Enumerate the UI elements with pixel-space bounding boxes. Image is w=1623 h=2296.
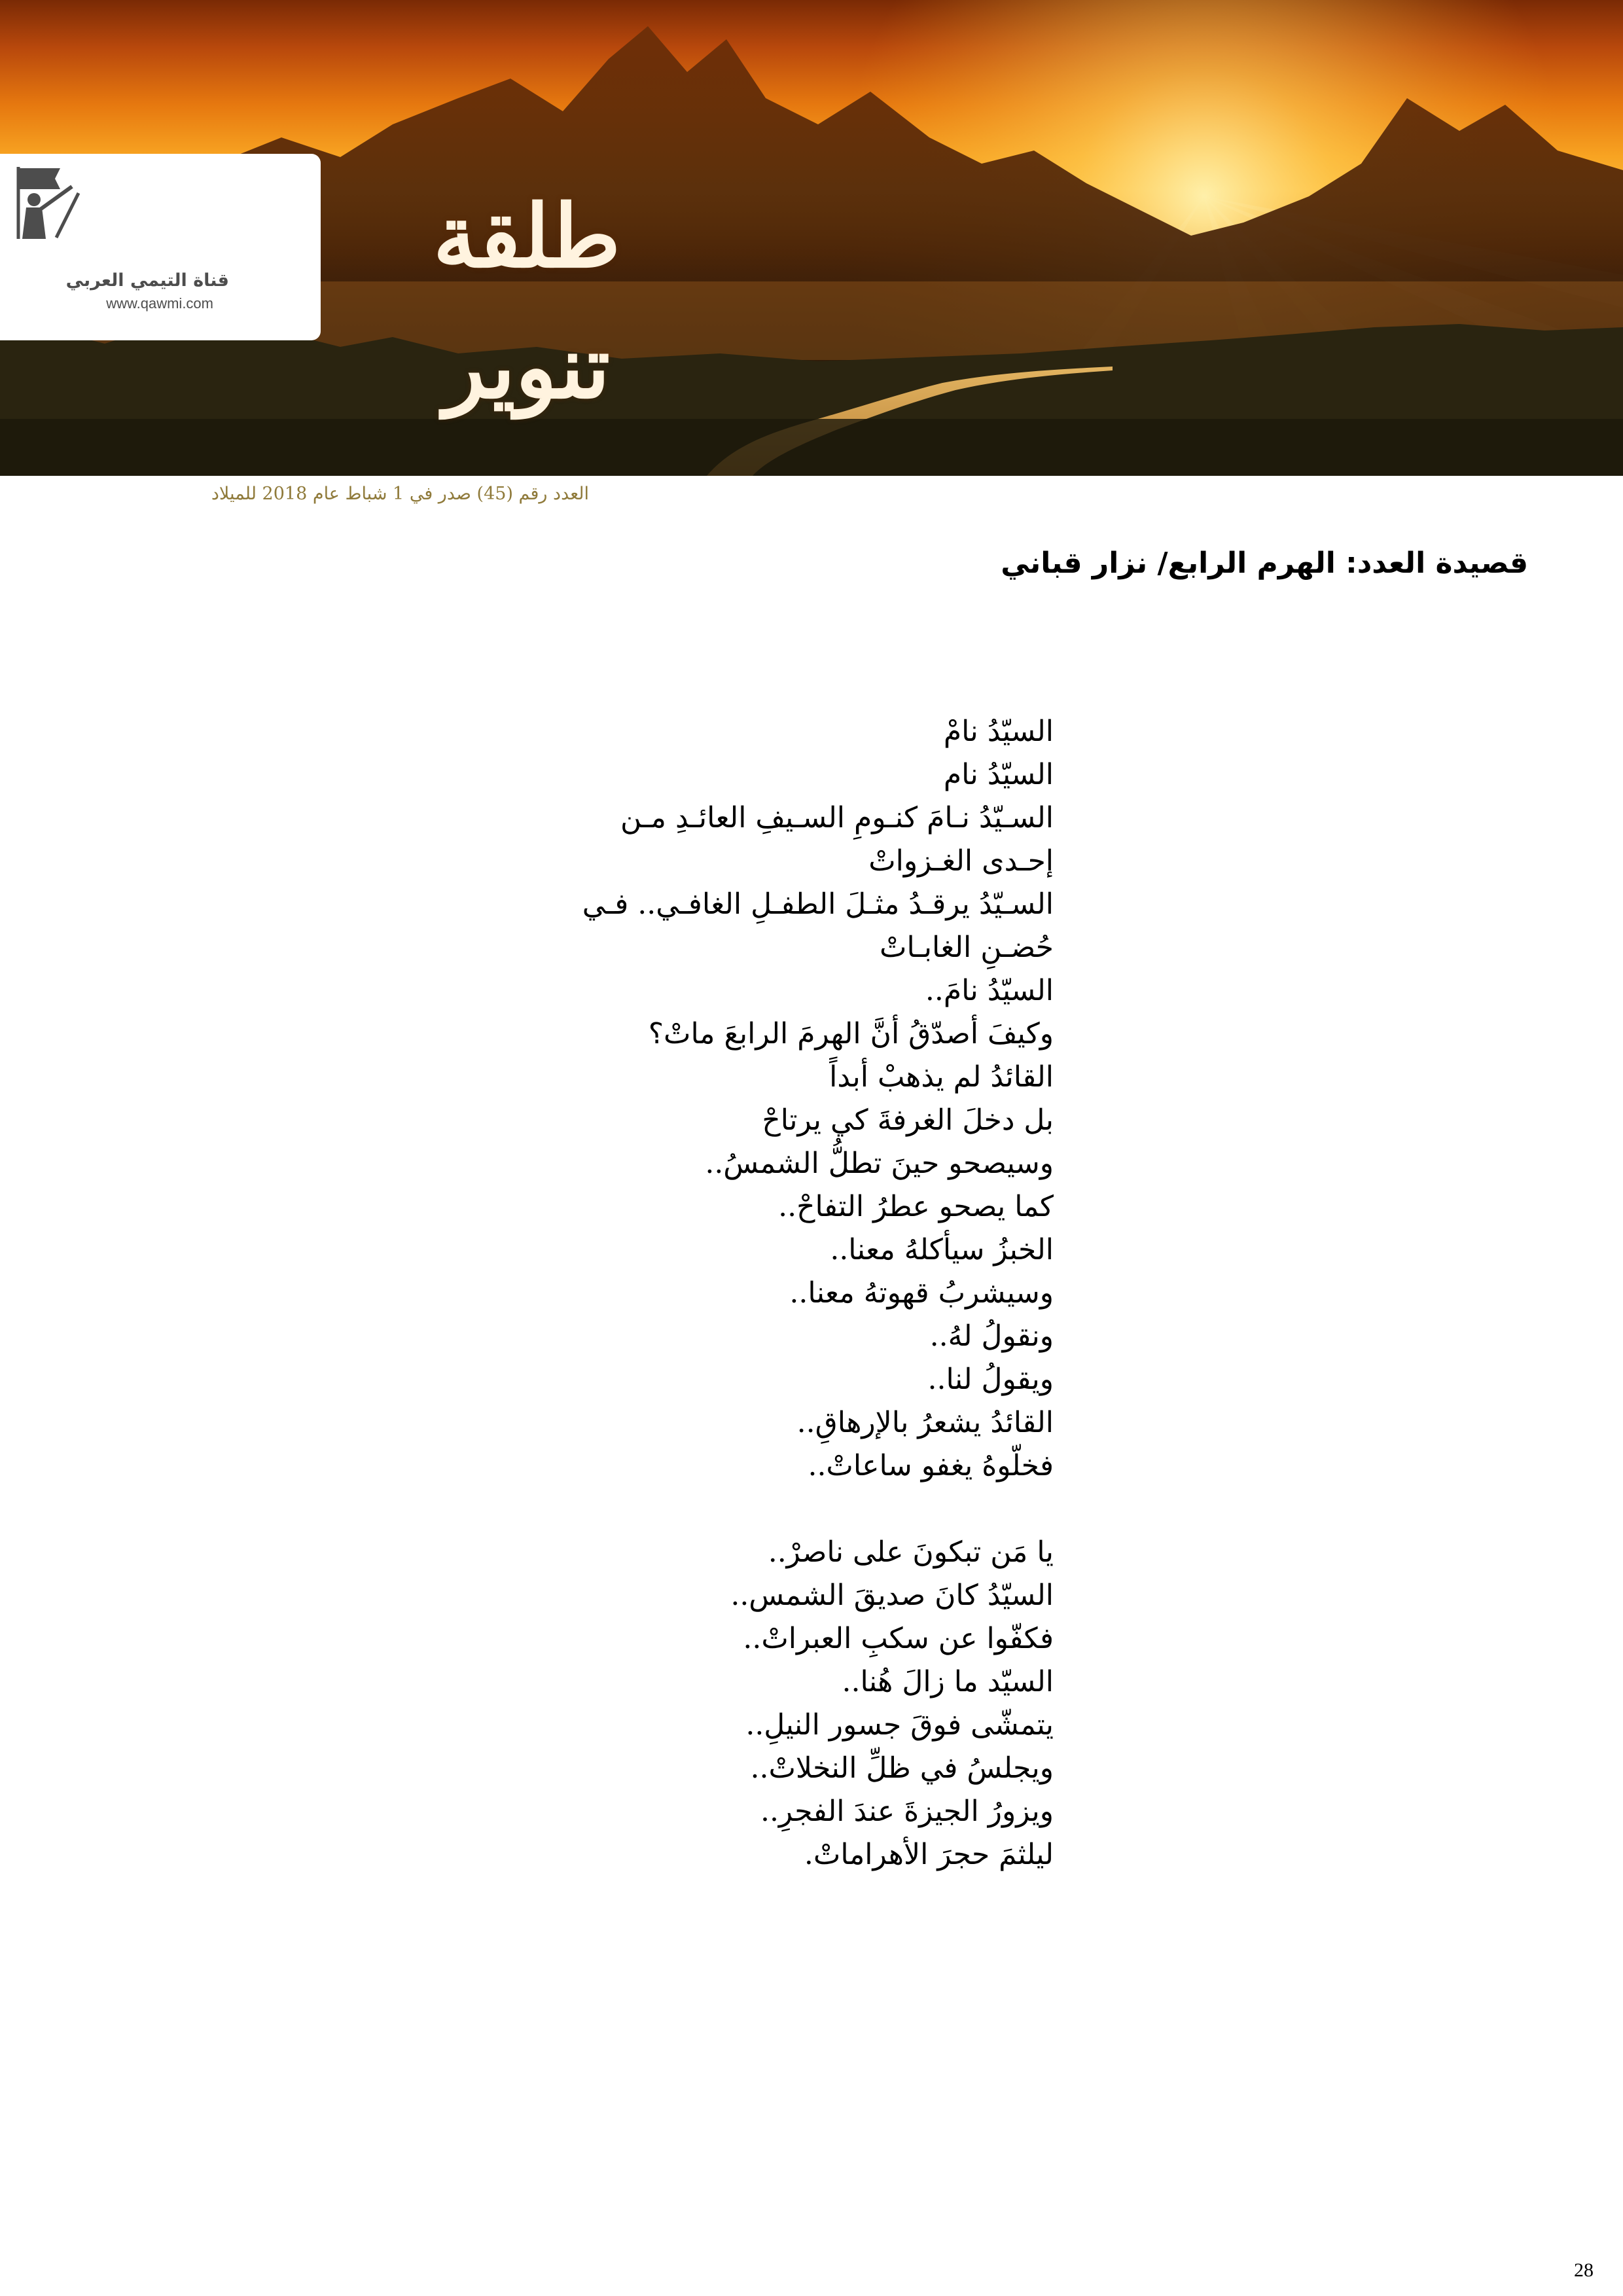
poem-line: السيّدُ نامَ..: [925, 974, 1054, 1007]
page-number: 28: [1574, 2259, 1594, 2281]
poem-line: فكفّوا عن سكبِ العبراتْ..: [743, 1622, 1054, 1655]
poem-line: ونقولُ لهُ..: [929, 1319, 1054, 1353]
poem-line: فخلّوهُ يغفو ساعاتْ..: [808, 1449, 1054, 1482]
poem-line: وسيشربُ قهوتهُ معنا..: [789, 1276, 1054, 1310]
issue-info: العدد رقم (45) صدر في 1 شباط عام 2018 للميلاد: [211, 484, 589, 504]
header-banner: [0, 0, 1623, 476]
poem-line: يا مَن تبكونَ على ناصرْ..: [768, 1535, 1054, 1569]
poem-line: ليلثمَ حجرَ الأهراماتْ.: [804, 1838, 1054, 1871]
flag-bearer-logo-icon: [0, 154, 85, 245]
poem-line: السيّد ما زالَ هُنا..: [842, 1665, 1054, 1698]
poem-line: ويقولُ لنا..: [927, 1363, 1054, 1396]
masthead-title: طلقة تنوير: [433, 186, 621, 418]
poem-body: [550, 710, 1054, 1876]
poem-line: السيّدُ كانَ صديقَ الشمس..: [730, 1579, 1054, 1612]
logo-panel: [0, 154, 321, 340]
poem-line: بل دخلَ الغرفةَ كي يرتاحْ: [762, 1103, 1054, 1137]
poem-line: السيّدُ نامْ: [943, 715, 1054, 748]
poem-line: حُضـنِ الغابـاتْ: [880, 931, 1054, 964]
poem-line: وكيفَ أصدّقُ أنَّ الهرمَ الرابعَ ماتْ؟: [648, 1017, 1054, 1050]
poem-line: القائدُ لم يذهبْ أبداً: [829, 1060, 1054, 1094]
article-title: قصيدة العدد: الهرم الرابع/ نزار قباني: [1001, 547, 1528, 580]
poem-line: يتمشّى فوقَ جسور النيلِ..: [745, 1708, 1054, 1742]
stanza-break: [550, 1488, 1054, 1531]
poem-line: السـيّدُ نـامَ كنـومِ السـيفِ العائـدِ مـن: [620, 801, 1054, 834]
logo-url[interactable]: www.qawmi.com: [106, 295, 213, 312]
poem-line: وسيصحو حينَ تطلُّ الشمسُ..: [705, 1147, 1054, 1180]
poem-line: السـيّدُ يرقـدُ مثـلَ الطفـلِ الغافـي.. فـي: [582, 888, 1054, 921]
poem-line: كما يصحو عطرُ التفاحْ..: [778, 1190, 1054, 1223]
poem-line: الخبزُ سيأكلهُ معنا..: [830, 1233, 1054, 1266]
poem-line: السيّدُ نام: [943, 758, 1054, 791]
logo-name: قناة التيمي العربي: [65, 270, 229, 291]
poem-line: إحـدى الغـزواتْ: [868, 844, 1054, 878]
poem-line: ويجلسُ في ظلِّ النخلاتْ..: [750, 1751, 1054, 1785]
poem-line: القائدُ يشعرُ بالإرهاقِ..: [796, 1406, 1054, 1439]
poem-line: ويزورُ الجيزةَ عندَ الفجرِ..: [760, 1795, 1054, 1828]
